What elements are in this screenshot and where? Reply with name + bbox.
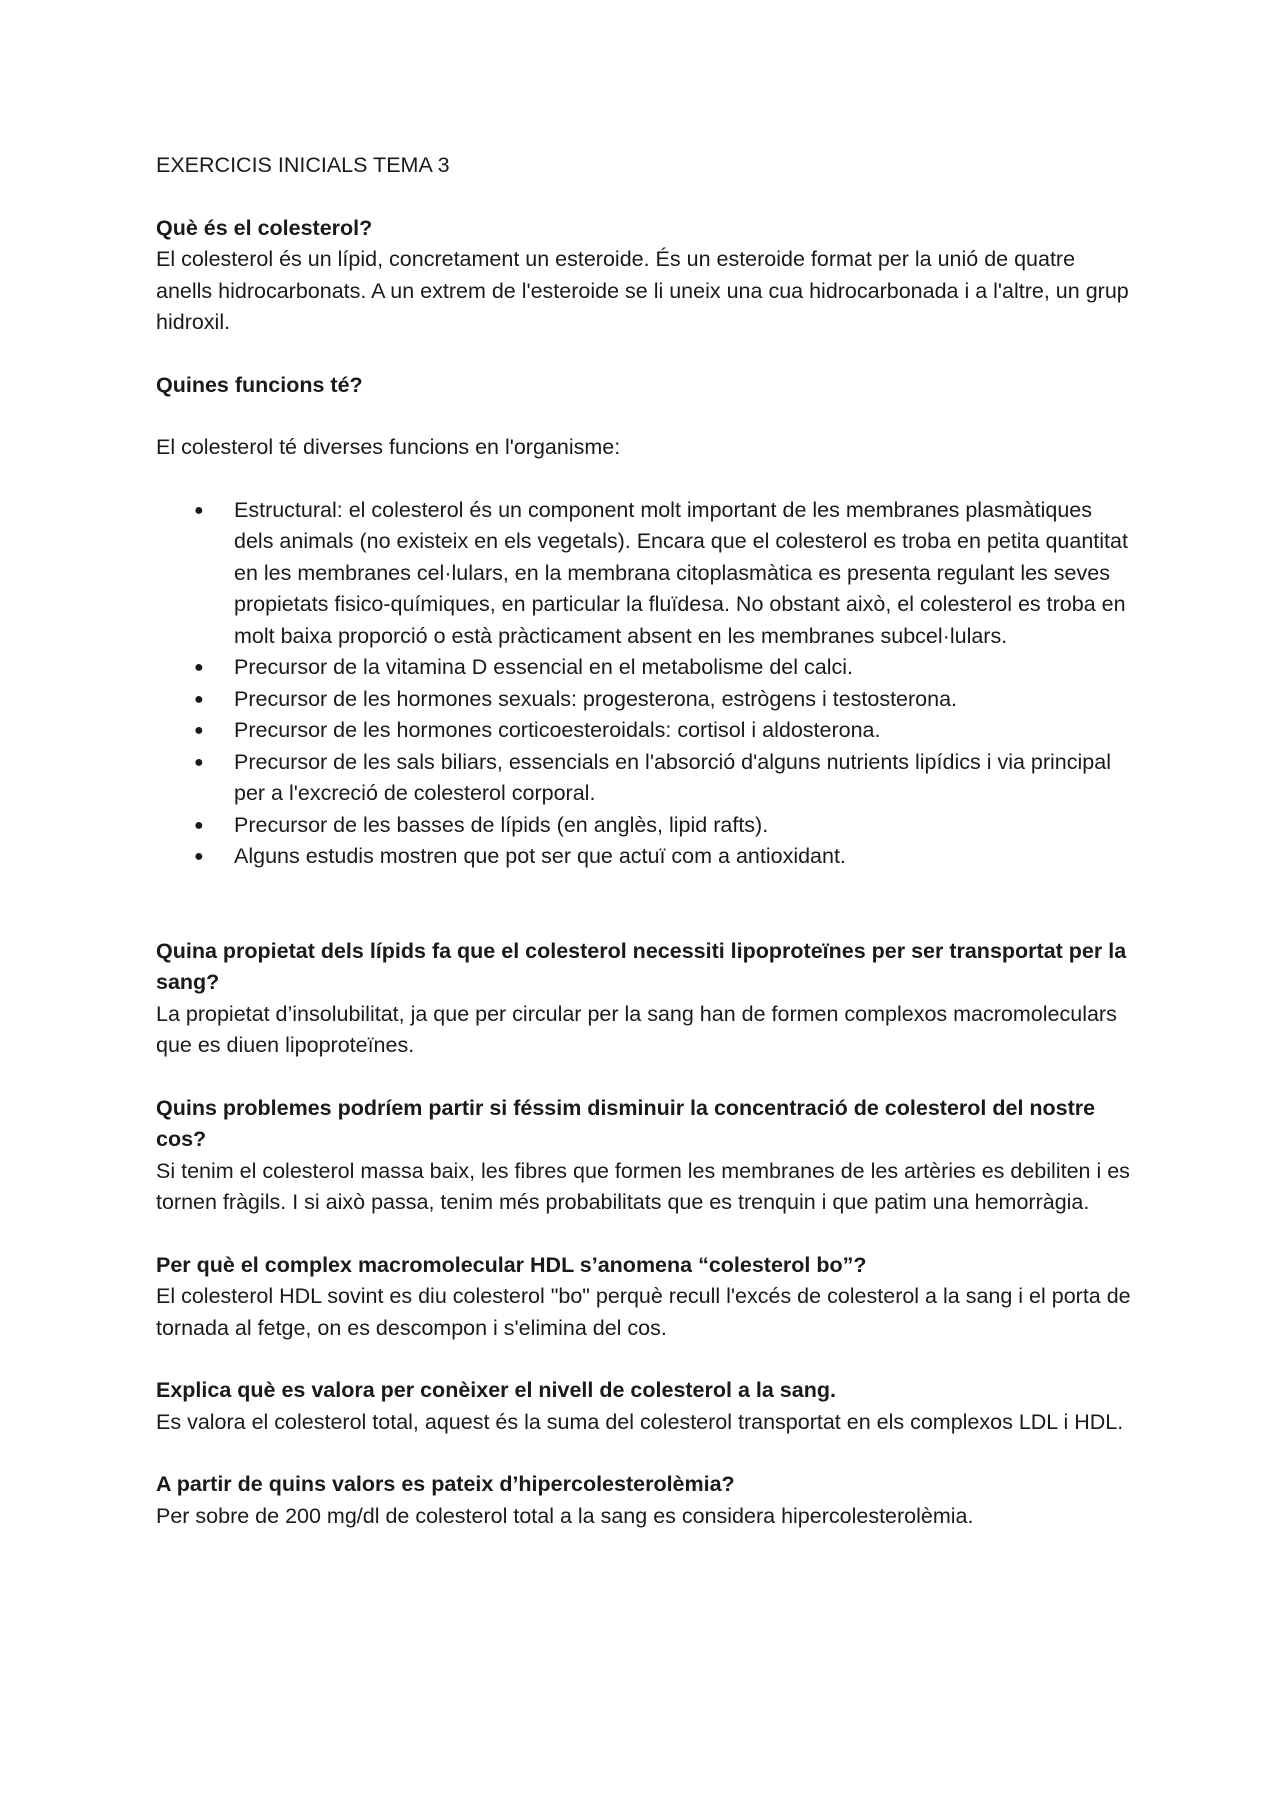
spacer xyxy=(156,464,1136,495)
spacer xyxy=(156,1438,1136,1469)
question-cholesterol-level-test: Explica què es valora per conèixer el nivell de colesterol a la sang. xyxy=(156,1378,836,1402)
bullet-icon: ● xyxy=(194,848,204,865)
spacer xyxy=(156,401,1136,432)
answer-low-cholesterol-problems: Si tenim el colesterol massa baix, les fibres que formen les membranes de les artèries es debiliten i es tornen fràgils. I si això passa, tenim més probabilitats que es trenquin i que patim una hemorràgia. xyxy=(156,1158,1130,1214)
list-item xyxy=(156,715,1136,747)
list-item xyxy=(156,684,1136,716)
list-item xyxy=(156,652,1136,684)
spacer xyxy=(156,1344,1136,1375)
question-what-is-cholesterol: Què és el colesterol? xyxy=(156,215,373,240)
list-item-text: Precursor de la vitamina D essencial en el metabolisme del calci. xyxy=(234,655,853,679)
question-hypercholesterolemia: A partir de quins valors es pateix d’hipercolesterolèmia? xyxy=(156,1472,735,1496)
spacer xyxy=(156,1219,1136,1250)
list-item xyxy=(156,810,1136,842)
list-item-text: Precursor de les sals biliars, essencials en l'absorció d'alguns nutrients lipídics i via principal per a l'excreció de colesterol corporal. xyxy=(234,749,1111,805)
answer-what-is-cholesterol: El colesterol és un lípid, concretament un esteroide. És un esteroide format per la unió de quatre anells hidrocarbonats. A un extrem de l'esteroide se li uneix una cua hidrocarbonada i a l'altre, un grup hidroxil. xyxy=(156,247,1129,334)
list-item-text: Precursor de les hormones corticoesteroidals: cortisol i aldosterona. xyxy=(234,718,881,742)
list-item xyxy=(156,747,1136,810)
spacer xyxy=(156,873,1136,936)
bullet-icon: ● xyxy=(194,753,204,771)
bullet-icon: ● xyxy=(194,659,204,676)
question-low-cholesterol-problems: Quins problemes podríem partir si féssim disminuir la concentració de colesterol del nostre cos? xyxy=(156,1095,1096,1151)
list-item-text: Estructural: el colesterol és un component molt important de les membranes plasmàtiques dels animals (no existeix en els vegetals). Encara que el colesterol es troba en petita quantitat en les membranes cel·lulars, en la membrana citoplasmàtica es presenta regulant les seves propietats fisico-químiques, en particular la fluïdesa. No obstant això, el colesterol es troba en molt baixa proporció o està pràcticament absent en les membranes subcel·lulars. xyxy=(234,497,1128,648)
document-title: EXERCICIS INICIALS TEMA 3 xyxy=(156,153,450,177)
bullet-icon: ● xyxy=(194,690,204,708)
spacer xyxy=(156,1062,1136,1093)
answer-cholesterol-level-test: Es valora el colesterol total, aquest és la suma del colesterol transportat en els complexos LDL i HDL. xyxy=(156,1409,1124,1434)
bullet-icon: ● xyxy=(194,501,204,519)
bullet-icon: ● xyxy=(194,722,204,739)
bullet-icon: ● xyxy=(194,816,204,834)
answer-lipid-property: La propietat d’insolubilitat, ja que per circular per la sang han de formen complexos macromoleculars que es diuen lipoproteïnes. xyxy=(156,1001,1117,1057)
list-item-text: Precursor de les basses de lípids (en anglès, lipid rafts). xyxy=(234,812,769,837)
answer-hypercholesterolemia: Per sobre de 200 mg/dl de colesterol total a la sang es considera hipercolesterolèmia. xyxy=(156,1503,974,1528)
question-hdl-good-cholesterol: Per què el complex macromolecular HDL s’anomena “colesterol bo”? xyxy=(156,1252,867,1277)
document-body xyxy=(156,150,1136,1532)
spacer xyxy=(156,339,1136,370)
answer-hdl-good-cholesterol: El colesterol HDL sovint es diu colesterol "bo" perquè recull l'excés de colesterol a la sang i el porta de tornada al fetge, on es descompon i s'elimina del cos. xyxy=(156,1284,1131,1340)
question-lipid-property: Quina propietat dels lípids fa que el colesterol necessiti lipoproteïnes per ser transportat per la sang? xyxy=(156,938,1127,994)
list-item xyxy=(156,495,1136,653)
list-item-text: Alguns estudis mostren que pot ser que actuï com a antioxidant. xyxy=(234,844,846,868)
list-item-text: Precursor de les hormones sexuals: progesterona, estrògens i testosterona. xyxy=(234,686,958,711)
functions-list xyxy=(156,495,1136,873)
list-item xyxy=(156,841,1136,873)
functions-intro: El colesterol té diverses funcions en l'organisme: xyxy=(156,435,621,459)
question-functions: Quines funcions té? xyxy=(156,372,363,397)
